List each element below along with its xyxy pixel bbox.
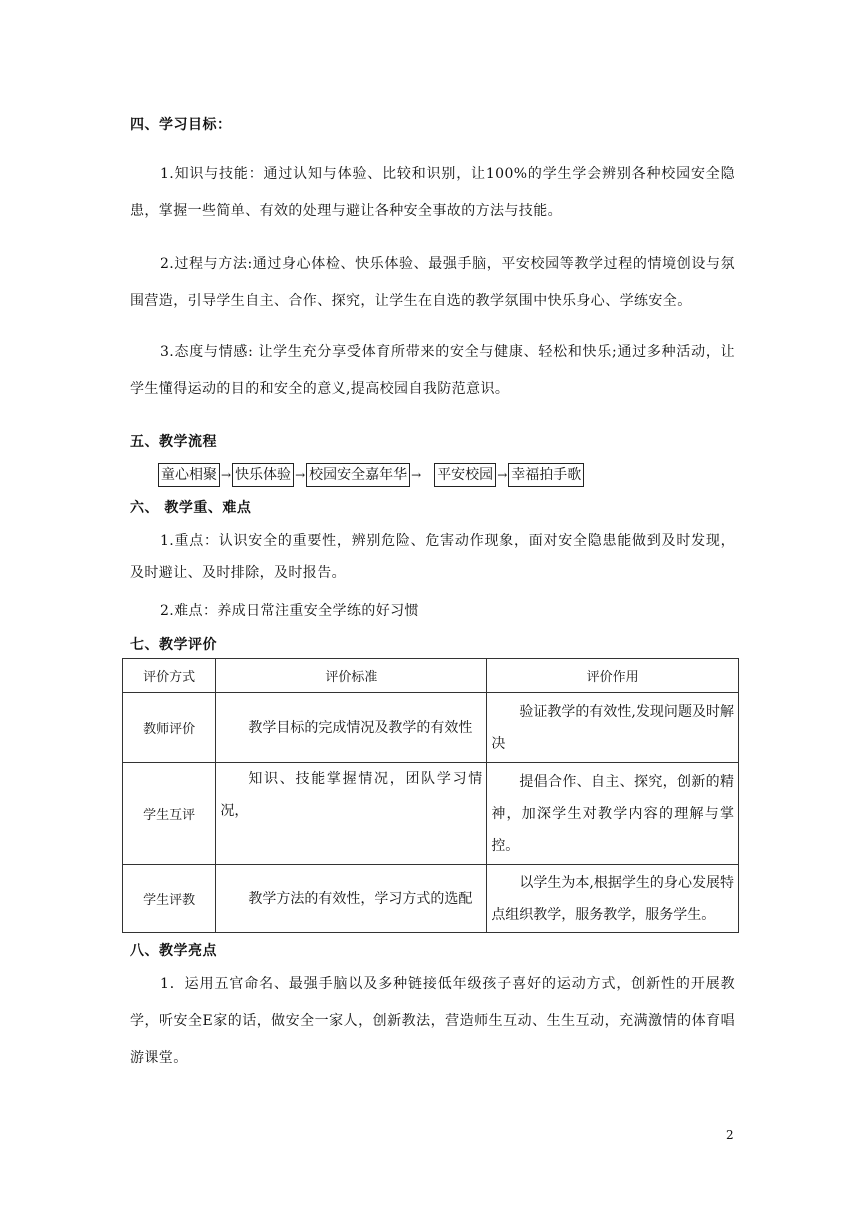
table-cell: 提倡合作、自主、探究，创新的精神，加深学生对教学内容的理解与掌控。 (491, 773, 734, 854)
flow-step-2: 快乐体验 (232, 463, 294, 487)
goal-paragraph-attitude: 3.态度与情感: 让学生充分享受体育所带来的安全与健康、轻松和快乐;通过多种活动，让学生懂得运动的目的和安全的意义,提高校园自我防范意识。 (130, 344, 735, 397)
table-row (123, 763, 739, 865)
section-heading-evaluation: 七、教学评价 (130, 637, 217, 653)
table-cell: 以学生为本,根据学生的身心发展特点组织教学，服务教学，服务学生。 (491, 874, 734, 923)
goal-paragraph-process: 2.过程与方法:通过身心体检、快乐体验、最强手脑，平安校园等教学过程的情境创设与氛围营造，引导学生自主、合作、探究，让学生在自选的教学氛围中快乐身心、学练安全。 (130, 256, 735, 309)
table-header-row (123, 659, 739, 693)
section-heading-teaching-flow: 五、教学流程 (130, 434, 217, 450)
flow-step-3: 校园安全嘉年华 (306, 463, 410, 487)
goal-paragraph-knowledge: 1.知识与技能：通过认知与体验、比较和识别，让100%的学生学会辨别各种校园安全隐患，掌握一些简单、有效的处理与避让各种安全事故的方法与技能。 (130, 166, 735, 219)
highlight-paragraph: 1．运用五官命名、最强手脑以及多种链接低年级孩子喜好的运动方式，创新性的开展教学，听安全E家的话，做安全一家人，创新教法，营造师生互动、生生互动，充满激情的体育唱游课堂。 (130, 976, 735, 1066)
section-heading-key-points: 六、 教学重、难点 (130, 500, 252, 516)
flow-arrow-icon: → (497, 468, 508, 482)
table-cell: 知识、技能掌握情况，团队学习情况， (220, 771, 483, 819)
table-header-cell: 评价方式 (123, 659, 216, 693)
flow-arrow-icon: → (295, 468, 306, 482)
table-row (123, 865, 739, 933)
table-header-cell: 评价作用 (487, 659, 739, 693)
table-header-cell: 评价标准 (216, 659, 487, 693)
table-cell: 验证教学的有效性,发现问题及时解决 (491, 703, 734, 752)
table-cell: 教学方法的有效性，学习方式的选配 (248, 890, 473, 907)
flow-step-5: 幸福拍手歌 (508, 463, 584, 487)
table-cell: 教师评价 (123, 693, 216, 763)
section-heading-learning-goals: 四、学习目标： (130, 117, 232, 133)
flow-step-1: 童心相聚 (158, 463, 220, 487)
table-row (123, 693, 739, 763)
table-cell: 学生评教 (123, 865, 216, 933)
section-heading-highlights: 八、教学亮点 (130, 943, 217, 959)
flow-arrow-icon: → (411, 468, 422, 482)
flow-step-4: 平安校园 (434, 463, 496, 487)
table-cell: 学生互评 (123, 763, 216, 865)
evaluation-table (122, 658, 739, 933)
difficulty-paragraph: 2.难点：养成日常注重安全学练的好习惯 (160, 603, 419, 619)
flow-arrow-icon: → (221, 468, 232, 482)
key-point-paragraph: 1.重点：认识安全的重要性，辨别危险、危害动作现象，面对安全隐患能做到及时发现，及时避让、及时排除，及时报告。 (130, 533, 735, 581)
teaching-flow-diagram (158, 463, 584, 487)
page-number: 2 (726, 1128, 734, 1142)
table-cell: 教学目标的完成情况及教学的有效性 (248, 719, 473, 736)
